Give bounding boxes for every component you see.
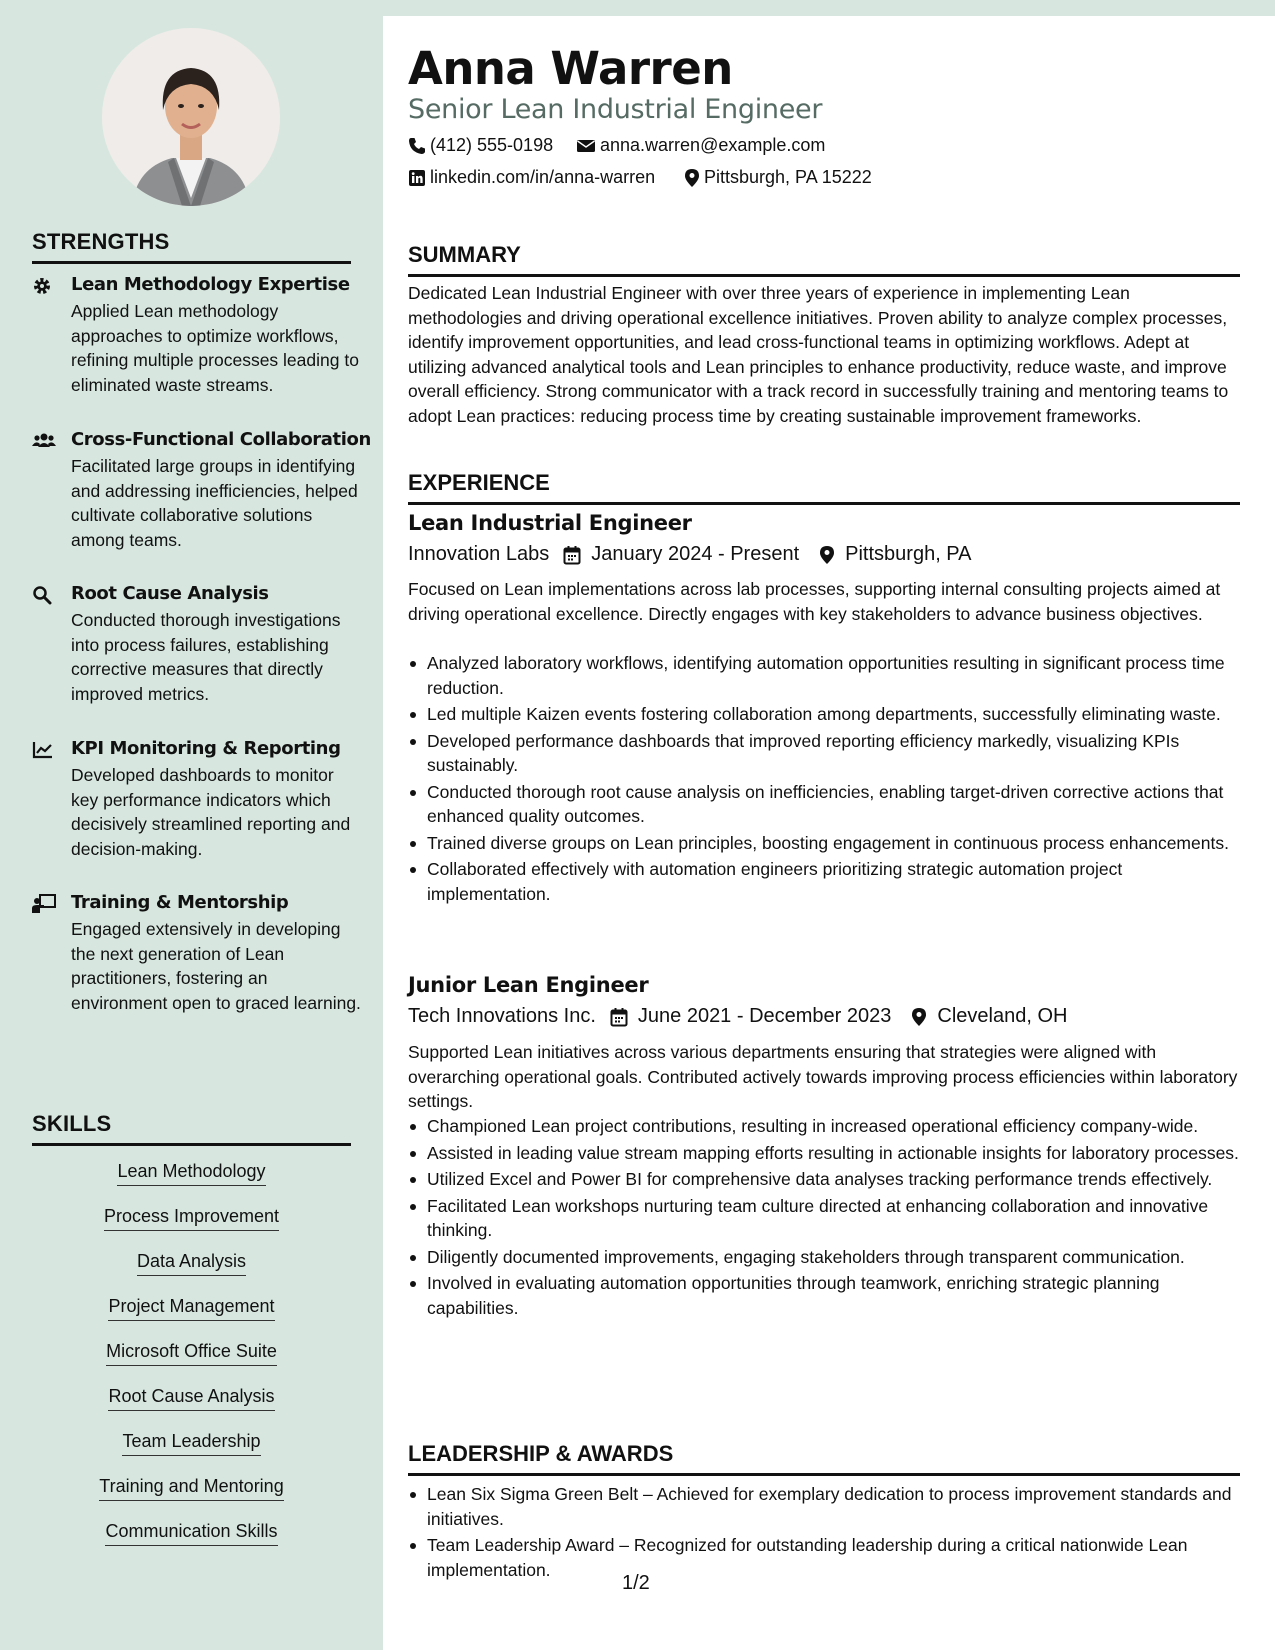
job-meta <box>408 543 972 566</box>
email-contact[interactable] <box>576 135 825 156</box>
strength-desc: Developed dashboards to monitor key performance indicators which decisively streamlined reporting and decision-making. <box>71 765 351 859</box>
linkedin-text: linkedin.com/in/anna-warren <box>430 167 656 187</box>
job-company: Tech Innovations Inc. <box>408 1005 596 1027</box>
job-bullets <box>408 651 1240 908</box>
chart-line-icon <box>32 740 56 760</box>
map-pin-icon <box>911 1007 927 1027</box>
calendar-icon <box>610 1007 628 1027</box>
skill-item: Training and Mentoring <box>0 1476 383 1501</box>
job-title: Lean Industrial Engineer <box>408 511 692 535</box>
gear-icon <box>32 276 56 296</box>
list-item: Involved in evaluating automation opportunities through teamwork, enriching strategic planning capabilities. <box>408 1271 1240 1320</box>
strength-title: Root Cause Analysis <box>71 583 269 604</box>
skill-item: Microsoft Office Suite <box>0 1341 383 1366</box>
strength-title: Training & Mentorship <box>71 892 289 913</box>
job-dates: January 2024 - Present <box>591 543 800 565</box>
list-item: Led multiple Kaizen events fostering collaboration among departments, successfully eliminating waste. <box>408 702 1240 727</box>
location-text: Pittsburgh, PA 15222 <box>704 167 872 187</box>
experience-heading: EXPERIENCE <box>408 470 1240 505</box>
candidate-name: Anna Warren <box>408 42 733 95</box>
search-icon <box>32 585 56 605</box>
skill-item: Communication Skills <box>0 1521 383 1546</box>
users-icon <box>32 431 56 451</box>
strength-title: KPI Monitoring & Reporting <box>71 738 341 759</box>
list-item: Trained diverse groups on Lean principles, boosting engagement in continuous process enhancements. <box>408 831 1240 856</box>
summary-heading: SUMMARY <box>408 242 1240 277</box>
skill-item: Process Improvement <box>0 1206 383 1231</box>
job-bullets <box>408 1114 1240 1322</box>
job-meta <box>408 1005 1067 1028</box>
phone-contact[interactable] <box>408 135 553 156</box>
list-item: Analyzed laboratory workflows, identifying automation opportunities resulting in significant process time reduction. <box>408 651 1240 700</box>
list-item: Developed performance dashboards that improved reporting efficiency markedly, visualizing KPIs sustainably. <box>408 729 1240 778</box>
location-contact <box>684 167 872 188</box>
strength-desc: Applied Lean methodology approaches to optimize workflows, refining multiple processes leading to eliminated waste streams. <box>71 301 359 395</box>
job-company: Innovation Labs <box>408 543 550 565</box>
envelope-icon <box>576 138 596 154</box>
list-item: Facilitated Lean workshops nurturing team culture directed at enhancing collaboration and innovative thinking. <box>408 1194 1240 1243</box>
list-item: Utilized Excel and Power BI for comprehensive data analyses tracking performance trends effectively. <box>408 1167 1240 1192</box>
list-item: Lean Six Sigma Green Belt – Achieved for exemplary dedication to process improvement standards and initiatives. <box>408 1482 1240 1531</box>
list-item: Diligently documented improvements, engaging stakeholders through transparent communication. <box>408 1245 1240 1270</box>
avatar <box>102 28 280 206</box>
phone-text: (412) 555-0198 <box>430 135 554 155</box>
phone-icon <box>408 137 426 155</box>
job-dates: June 2021 - December 2023 <box>637 1005 892 1027</box>
job-location: Cleveland, OH <box>937 1005 1068 1027</box>
list-item: Conducted thorough root cause analysis on inefficiencies, enabling target-driven corrective actions that enhanced quality outcomes. <box>408 780 1240 829</box>
skill-item: Project Management <box>0 1296 383 1321</box>
map-pin-icon <box>819 545 835 565</box>
job-description: Supported Lean initiatives across various departments ensuring that strategies were aligned with overarching operational goals. Contributed actively towards improving process efficiencies within laboratory settings. <box>408 1042 1238 1111</box>
page-number: 1/2 <box>622 1572 650 1594</box>
list-item: Championed Lean project contributions, resulting in increased operational efficiency company-wide. <box>408 1114 1240 1139</box>
strength-desc: Facilitated large groups in identifying and addressing inefficiencies, helped cultivate collaborative solutions among teams. <box>71 456 358 550</box>
list-item: Collaborated effectively with automation engineers prioritizing strategic automation project implementation. <box>408 857 1240 906</box>
strength-title: Lean Methodology Expertise <box>71 274 350 295</box>
map-pin-icon <box>684 168 700 188</box>
strength-desc: Engaged extensively in developing the next generation of Lean practitioners, fostering an environment open to graced learning. <box>71 919 361 1013</box>
job-location: Pittsburgh, PA <box>845 543 972 565</box>
summary-text: Dedicated Lean Industrial Engineer with over three years of experience in implementing Lean methodologies and driving operational excellence initiatives. Proven ability to analyze complex processes, identify improvement opportunities, and lead cross-functional teams in optimizing workflows. Adept at utilizing advanced analytical tools and Lean principles to enhance productivity, reduce waste, and improve overall efficiency. Strong communicator with a track record in successfully training and mentoring teams to adopt Lean practices: reducing process time by creating sustainable improvement frameworks. <box>408 283 1229 426</box>
job-description: Focused on Lean implementations across lab processes, supporting internal consulting projects aimed at driving operational excellence. Directly engages with key stakeholders to advance business objectives. <box>408 579 1221 624</box>
linkedin-contact[interactable] <box>408 167 655 188</box>
awards-heading: LEADERSHIP & AWARDS <box>408 1441 1240 1476</box>
candidate-role: Senior Lean Industrial Engineer <box>408 94 823 125</box>
skill-item: Root Cause Analysis <box>0 1386 383 1411</box>
strengths-heading: STRENGTHS <box>32 229 351 264</box>
job-title: Junior Lean Engineer <box>408 973 649 997</box>
list-item: Team Leadership Award – Recognized for outstanding leadership during a critical nationwide Lean implementation. <box>408 1533 1240 1582</box>
strength-title: Cross-Functional Collaboration <box>71 429 371 450</box>
strength-desc: Conducted thorough investigations into process failures, establishing corrective measures that directly improved metrics. <box>71 610 341 704</box>
skill-item: Data Analysis <box>0 1251 383 1276</box>
calendar-icon <box>563 545 581 565</box>
skill-item: Team Leadership <box>0 1431 383 1456</box>
linkedin-icon <box>408 169 426 187</box>
awards-list <box>408 1482 1240 1584</box>
skills-heading: SKILLS <box>32 1111 351 1146</box>
skill-item: Lean Methodology <box>0 1161 383 1186</box>
list-item: Assisted in leading value stream mapping efforts resulting in actionable insights for laboratory processes. <box>408 1141 1240 1166</box>
email-text: anna.warren@example.com <box>600 135 826 155</box>
teacher-icon <box>32 894 56 914</box>
